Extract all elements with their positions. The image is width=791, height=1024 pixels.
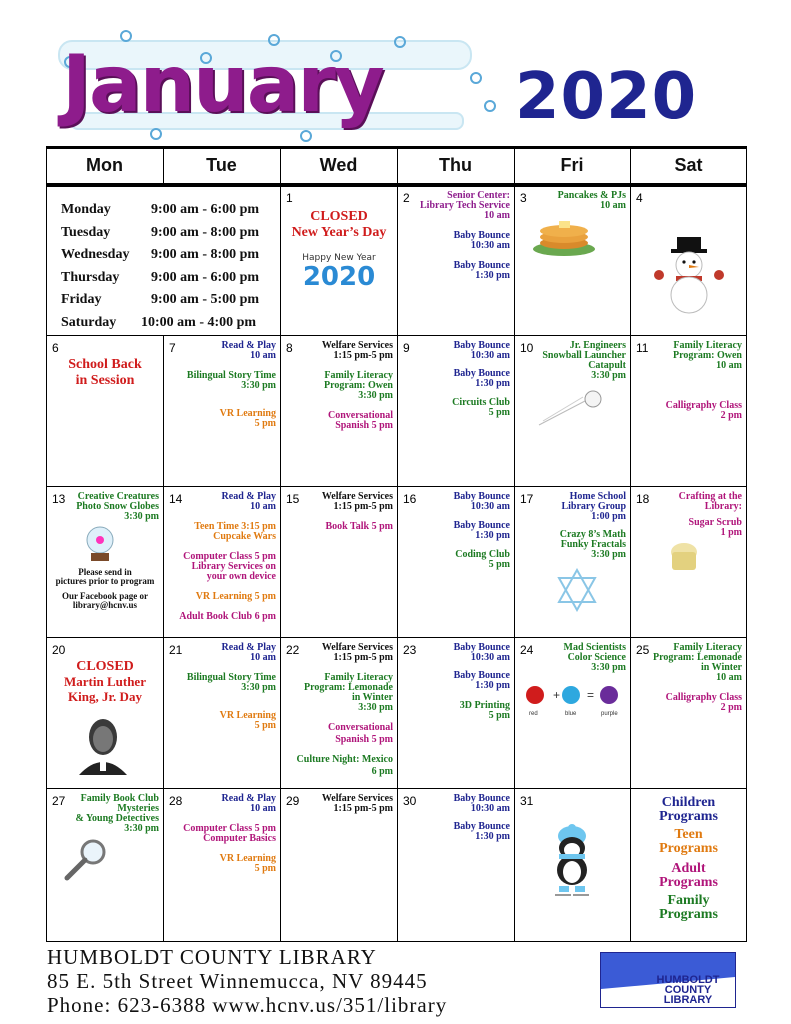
event-text: Baby Bounce	[453, 821, 510, 832]
event-text: Bilingual Story Time	[186, 370, 276, 381]
legend-family: Family	[667, 893, 710, 908]
event-text: 1:15 pm-5 pm	[333, 501, 393, 512]
day-cell-24	[515, 639, 630, 788]
event-text: 5 pm	[488, 710, 510, 721]
day-cell-20	[47, 639, 163, 788]
day-number: 29	[286, 794, 300, 808]
event-text: your own device	[206, 571, 276, 582]
weekday-header: Thu	[439, 154, 472, 175]
hours-day: Wednesday	[61, 247, 130, 263]
legend-family: Programs	[659, 907, 718, 922]
day-number: 13	[52, 492, 66, 506]
event-text: in Winter	[351, 692, 393, 703]
hours-time: 10:00 am - 4:00 pm	[141, 314, 257, 330]
event-text: 3:30 pm	[241, 682, 276, 693]
event-text: Library Services on	[191, 561, 276, 572]
grid-line	[163, 146, 164, 184]
event-text: Baby Bounce	[453, 793, 510, 804]
event-text: Read & Play	[221, 340, 276, 351]
event-text: 3:30 pm	[591, 370, 626, 381]
day-cell-30	[398, 790, 514, 941]
day-number: 14	[169, 492, 183, 506]
day-number: 27	[52, 794, 66, 808]
day-number: 30	[403, 794, 417, 808]
event-text: Family Book Club	[80, 793, 159, 804]
day-number: 22	[286, 643, 300, 657]
day-number: 9	[403, 341, 410, 355]
closed-label: CLOSED	[76, 659, 134, 674]
event-text: 5 pm	[254, 863, 276, 874]
snowball-icon	[535, 389, 605, 429]
color-label-purple: purple	[601, 711, 618, 717]
event-text: VR Learning	[219, 710, 276, 721]
event-text: 5 pm	[254, 418, 276, 429]
event-text: School Back	[68, 357, 142, 372]
svg-text:+: +	[553, 688, 561, 702]
holiday-label: New Year’s Day	[291, 225, 387, 240]
year-title: 2020	[515, 60, 698, 134]
day-cell-25	[631, 639, 746, 788]
library-name: HUMBOLDT COUNTY LIBRARY	[47, 945, 377, 969]
hours-day: Monday	[61, 202, 111, 218]
hours-time: 9:00 am - 6:00 pm	[151, 269, 260, 285]
event-text: 6 pm	[371, 766, 393, 777]
event-text: Jr. Engineers	[569, 340, 626, 351]
holiday-label: Martin Luther	[64, 674, 146, 689]
hours-row	[61, 289, 271, 312]
hours-time: 9:00 am - 6:00 pm	[151, 202, 260, 218]
event-text: 10:30 am	[470, 652, 510, 663]
event-text: 2 pm	[720, 702, 742, 713]
mlk-portrait-icon	[75, 713, 131, 775]
event-text: Family Literacy	[324, 672, 393, 683]
event-text: Spanish 5 pm	[335, 734, 393, 745]
day-cell-29	[281, 790, 397, 941]
hours-row	[61, 222, 271, 245]
event-text: VR Learning 5 pm	[195, 591, 276, 602]
day-cell-7	[164, 337, 280, 486]
day-number: 21	[169, 643, 183, 657]
month-title: January	[62, 40, 383, 130]
event-text: 1 pm	[720, 527, 742, 538]
bubble-decoration	[470, 72, 482, 84]
event-text: Teen Time 3:15 pm	[194, 521, 276, 532]
event-text: Snowball Launcher	[542, 350, 626, 361]
bubble-decoration	[394, 36, 406, 48]
event-text: Computer Class 5 pm	[183, 551, 276, 562]
event-text: library@hcnv.us	[72, 600, 138, 610]
event-text: Please send in	[78, 567, 132, 577]
day-cell-27	[47, 790, 163, 941]
day-number: 17	[520, 492, 534, 506]
bubble-decoration	[300, 130, 312, 142]
hours-time: 9:00 am - 8:00 pm	[151, 247, 260, 263]
event-text: Home School	[569, 491, 626, 502]
event-text: Baby Bounce	[453, 340, 510, 351]
day-cell-28	[164, 790, 280, 941]
event-text: Culture Night: Mexico	[296, 754, 393, 765]
day-number: 3	[520, 191, 527, 205]
weekday-header: Wed	[319, 154, 358, 175]
day-cell-1	[281, 187, 397, 335]
svg-text:=: =	[587, 688, 595, 702]
event-text: 5 pm	[488, 559, 510, 570]
event-text: Coding Club	[455, 549, 510, 560]
event-text: Library:	[704, 501, 742, 512]
event-text: Family Literacy	[673, 340, 742, 351]
calendar-header	[0, 0, 791, 146]
event-text: 10:30 am	[470, 803, 510, 814]
day-number: 20	[52, 643, 66, 657]
day-cell-6	[47, 337, 163, 486]
event-text: Library Group	[561, 501, 626, 512]
hours-day: Saturday	[61, 314, 117, 330]
day-cell-16	[398, 488, 514, 637]
event-text: Adult Book Club 6 pm	[179, 611, 276, 622]
event-text: Conversational	[328, 722, 393, 733]
day-cell-10	[515, 337, 630, 486]
closed-label: CLOSED	[310, 209, 368, 224]
snowman-icon	[651, 235, 727, 315]
event-text: in Winter	[700, 662, 742, 673]
event-text: 3:30 pm	[358, 390, 393, 401]
event-text: Pancakes & PJs	[557, 190, 626, 201]
day-number: 4	[636, 191, 643, 205]
event-text: 1:30 pm	[475, 270, 510, 281]
event-text: Read & Play	[221, 491, 276, 502]
sugar-scrub-icon	[669, 540, 699, 574]
event-text: Read & Play	[221, 642, 276, 653]
day-number: 15	[286, 492, 300, 506]
hours-row	[61, 199, 271, 222]
day-number: 23	[403, 643, 417, 657]
day-number: 11	[636, 341, 649, 355]
color-mixing-icon	[523, 685, 623, 709]
event-text: Baby Bounce	[453, 520, 510, 531]
library-address: 85 E. 5th Street Winnemucca, NV 89445	[47, 969, 428, 993]
event-text: 3:30 pm	[591, 662, 626, 673]
day-number: 2	[403, 191, 410, 205]
event-text: 10:30 am	[470, 501, 510, 512]
weekday-header: Sat	[674, 154, 703, 175]
event-text: 10 am	[484, 210, 510, 221]
event-text: Calligraphy Class	[665, 692, 742, 703]
hours-row	[61, 244, 271, 267]
library-contact: Phone: 623-6388 www.hcnv.us/351/library	[47, 993, 448, 1017]
library-hours	[61, 199, 271, 334]
event-text: 3:30 pm	[124, 823, 159, 834]
legend-teen: Teen	[674, 827, 703, 842]
program-legend	[631, 790, 746, 941]
day-cell-9	[398, 337, 514, 486]
library-logo	[600, 952, 736, 1008]
day-number: 24	[520, 643, 534, 657]
library-footer	[47, 945, 447, 1017]
event-text: Catapult	[588, 360, 626, 371]
day-cell-11	[631, 337, 746, 486]
event-text: Cupcake Wars	[213, 531, 276, 542]
event-text: 10 am	[250, 803, 276, 814]
event-text: 1:15 pm-5 pm	[333, 350, 393, 361]
legend-adult: Adult	[671, 861, 706, 876]
day-cell-2	[398, 187, 514, 335]
event-text: pictures prior to program	[55, 576, 155, 586]
snowflake-icon	[557, 568, 597, 612]
event-text: & Young Detectives	[75, 813, 159, 824]
event-text: Circuits Club	[452, 397, 510, 408]
day-cell-31	[515, 790, 630, 941]
day-cell-8	[281, 337, 397, 486]
event-text: Color Science	[567, 652, 626, 663]
day-cell-23	[398, 639, 514, 788]
event-text: Baby Bounce	[453, 230, 510, 241]
event-text: Family Literacy	[324, 370, 393, 381]
event-text: Welfare Services	[321, 491, 393, 502]
event-text: Book Talk 5 pm	[325, 521, 393, 532]
day-number: 6	[52, 341, 59, 355]
event-text: Spanish 5 pm	[335, 420, 393, 431]
logo-text: HUMBOLDT	[656, 974, 720, 986]
day-number: 7	[169, 341, 176, 355]
day-cell-15	[281, 488, 397, 637]
event-text: Photo Snow Globes	[76, 501, 159, 512]
event-text: 5 pm	[254, 720, 276, 731]
event-text: Conversational	[328, 410, 393, 421]
event-text: 10:30 am	[470, 350, 510, 361]
legend-children: Programs	[659, 809, 718, 824]
weekday-header: Fri	[560, 154, 584, 175]
legend-teen: Programs	[659, 841, 718, 856]
day-cell-3	[515, 187, 630, 335]
event-text: in Session	[75, 373, 135, 388]
hours-day: Thursday	[61, 269, 120, 285]
legend-children: Children	[661, 795, 716, 810]
event-text: 3:30 pm	[124, 511, 159, 522]
event-text: 10 am	[250, 652, 276, 663]
event-text: 5 pm	[488, 407, 510, 418]
event-text: Calligraphy Class	[665, 400, 742, 411]
day-cell-14	[164, 488, 280, 637]
event-text: Program: Lemonade	[304, 682, 393, 693]
legend-adult: Programs	[659, 875, 718, 890]
event-text: VR Learning	[219, 853, 276, 864]
event-text: Program: Lemonade	[653, 652, 742, 663]
day-number: 10	[520, 341, 534, 355]
day-cell-18	[631, 488, 746, 637]
happy-new-year-graphic	[299, 253, 379, 305]
weekday-header: Mon	[86, 154, 123, 175]
day-number: 28	[169, 794, 183, 808]
event-text: Program: Owen	[673, 350, 742, 361]
logo-text: LIBRARY	[663, 994, 713, 1006]
hours-row	[61, 312, 271, 335]
day-number: 1	[286, 191, 293, 205]
day-cell-13	[47, 488, 163, 637]
event-text: 1:30 pm	[475, 530, 510, 541]
day-number: 31	[520, 794, 534, 808]
weekday-header: Tue	[206, 154, 237, 175]
event-text: 10 am	[250, 501, 276, 512]
event-text: VR Learning	[219, 408, 276, 419]
event-text: Bilingual Story Time	[186, 672, 276, 683]
day-number: 25	[636, 643, 650, 657]
event-text: Welfare Services	[321, 642, 393, 653]
event-text: 3:30 pm	[591, 549, 626, 560]
event-text: Welfare Services	[321, 340, 393, 351]
event-text: Senior Center:	[447, 190, 510, 201]
pancakes-icon	[531, 213, 597, 257]
hours-day: Tuesday	[61, 224, 111, 240]
event-text: Sugar Scrub	[688, 517, 742, 528]
greeting-text: Happy New Year	[302, 253, 376, 263]
event-text: Mysteries	[117, 803, 159, 814]
day-cell-21	[164, 639, 280, 788]
hours-time: 9:00 am - 8:00 pm	[151, 224, 260, 240]
event-text: 10 am	[716, 672, 742, 683]
event-text: Baby Bounce	[453, 260, 510, 271]
event-text: Baby Bounce	[453, 670, 510, 681]
logo-text: COUNTY	[664, 984, 712, 996]
event-text: Program: Owen	[324, 380, 393, 391]
event-text: Funky Fractals	[560, 539, 626, 550]
calendar-grid	[46, 146, 747, 942]
event-text: Crazy 8’s Math	[559, 529, 626, 540]
event-text: 1:30 pm	[475, 831, 510, 842]
event-text: 1:30 pm	[475, 680, 510, 691]
event-text: Family Literacy	[673, 642, 742, 653]
event-text: 1:00 pm	[591, 511, 626, 522]
event-text: Our Facebook page or	[61, 591, 149, 601]
day-cell-22	[281, 639, 397, 788]
day-number: 8	[286, 341, 293, 355]
event-text: Welfare Services	[321, 793, 393, 804]
event-text: 3D Printing	[459, 700, 510, 711]
day-number: 16	[403, 492, 417, 506]
greeting-year: 2020	[302, 262, 376, 292]
event-text: 1:15 pm-5 pm	[333, 652, 393, 663]
event-text: Baby Bounce	[453, 491, 510, 502]
event-text: Read & Play	[221, 793, 276, 804]
event-text: Creative Creatures	[77, 491, 159, 502]
event-text: Computer Class 5 pm	[183, 823, 276, 834]
event-text: 1:30 pm	[475, 378, 510, 389]
hours-day: Friday	[61, 292, 102, 308]
event-text: Crafting at the	[678, 491, 742, 502]
event-text: Computer Basics	[203, 833, 276, 844]
event-text: 2 pm	[720, 410, 742, 421]
event-text: Library Tech Service	[420, 200, 510, 211]
event-text: Baby Bounce	[453, 642, 510, 653]
color-label-red: red	[529, 711, 538, 717]
holiday-label: King, Jr. Day	[68, 689, 142, 704]
event-text: 3:30 pm	[358, 702, 393, 713]
day-cell-17	[515, 488, 630, 637]
snow-globe-icon	[85, 526, 115, 564]
event-text: 10 am	[716, 360, 742, 371]
hours-time: 9:00 am - 5:00 pm	[151, 292, 260, 308]
bubble-decoration	[484, 100, 496, 112]
hours-row	[61, 267, 271, 290]
grid-line	[746, 146, 747, 942]
magnifying-glass-icon	[63, 838, 111, 882]
color-label-blue: blue	[565, 711, 577, 717]
day-number: 18	[636, 492, 650, 506]
event-text: 10:30 am	[470, 240, 510, 251]
penguin-skating-icon	[545, 824, 599, 898]
event-text: Mad Scientists	[563, 642, 626, 653]
library-hours-cell	[47, 187, 280, 335]
event-text: Baby Bounce	[453, 368, 510, 379]
event-text: 10 am	[250, 350, 276, 361]
event-text: 1:15 pm-5 pm	[333, 803, 393, 814]
event-text: 3:30 pm	[241, 380, 276, 391]
day-cell-4	[631, 187, 746, 335]
event-text: 10 am	[600, 200, 626, 211]
